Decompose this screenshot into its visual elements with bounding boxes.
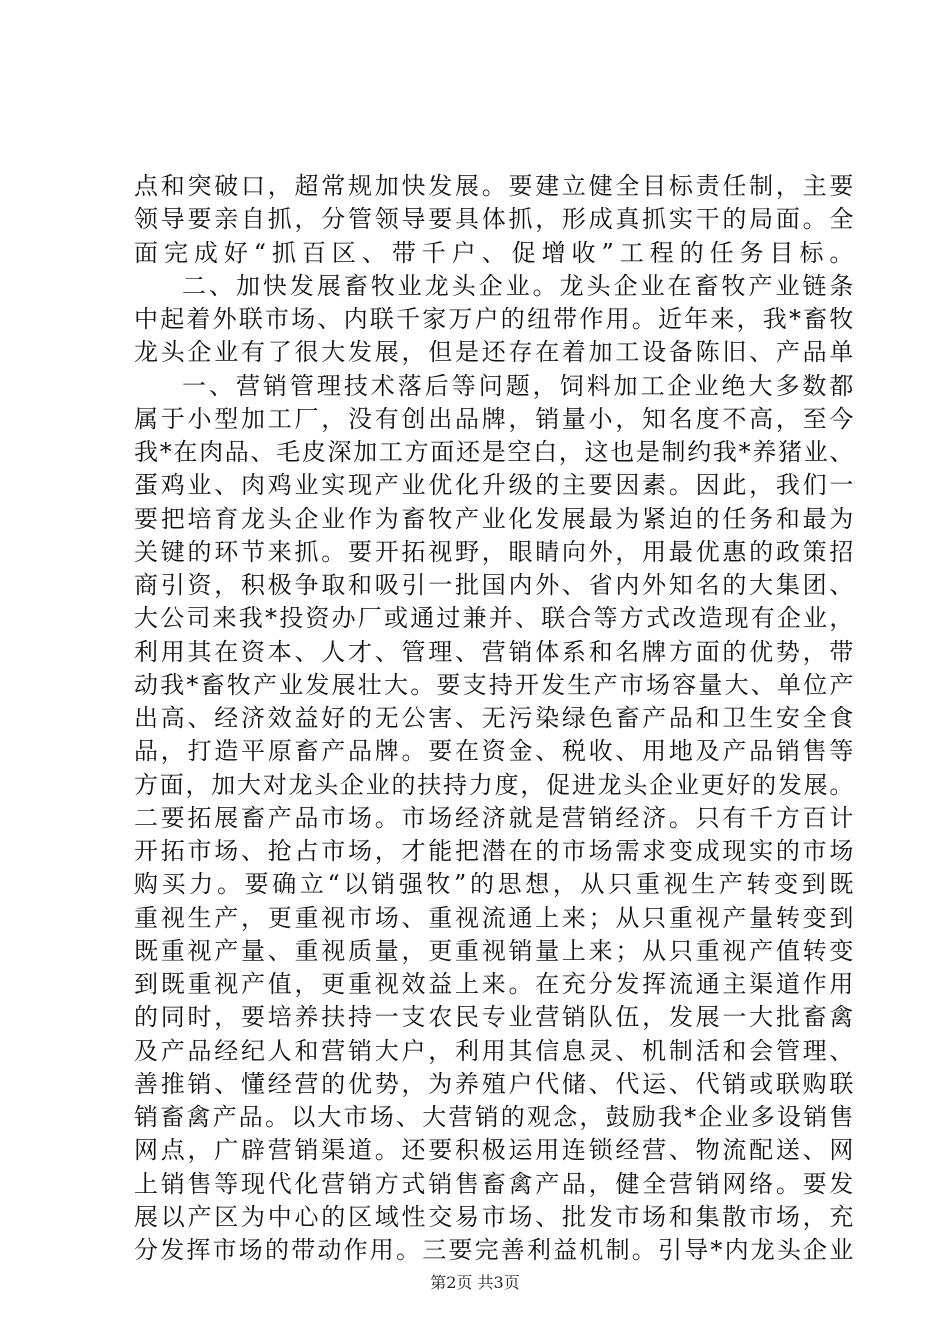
text-line: 属于小型加工厂，没有创出品牌，销量小，知名度不高，至今 bbox=[134, 404, 857, 433]
text-line: 开拓市场、抢占市场，才能把潜在的市场需求变成现实的市场 bbox=[134, 837, 857, 865]
text-line: 我*在肉品、毛皮深加工方面还是空白，这也是制约我*养猪业、 bbox=[134, 438, 856, 466]
text-line: 领导要亲自抓，分管领导要具体抓，形成真抓实干的局面。全 bbox=[134, 205, 857, 234]
text-line: 销畜禽产品。以大市场、大营销的观念，鼓励我*企业多设销售 bbox=[134, 1103, 856, 1131]
text-line: 关键的环节来抓。要开拓视野，眼睛向外，用最优惠的政策招 bbox=[134, 537, 857, 566]
text-line: 分发挥市场的带动作用。三要完善利益机制。引导*内龙头企业 bbox=[134, 1236, 856, 1264]
body-text bbox=[134, 170, 860, 1267]
text-line: 商引资，积极争取和吸引一批国内外、省内外知名的大集团、 bbox=[134, 571, 857, 599]
text-line: 到既重视产值，更重视效益上来。在充分发挥流通主渠道作用 bbox=[134, 970, 857, 998]
text-line: 上销售等现代化营销方式销售畜禽产品，健全营销网络。要发 bbox=[134, 1169, 857, 1198]
text-line: 网点，广辟营销渠道。还要积极运用连锁经营、物流配送、网 bbox=[134, 1136, 857, 1165]
text-line: 购买力。要确立“以销强牧”的思想，从只重视生产转变到既 bbox=[134, 870, 858, 899]
text-line: 二要拓展畜产品市场。市场经济就是营销经济。只有千方百计 bbox=[134, 803, 857, 832]
text-line: 二、加快发展畜牧业龙头企业。龙头企业在畜牧产业链条 bbox=[182, 271, 857, 300]
text-line: 大公司来我*投资办厂或通过兼并、联合等方式改造现有企业， bbox=[134, 604, 856, 633]
text-line: 蛋鸡业、肉鸡业实现产业优化升级的主要因素。因此，我们一 bbox=[134, 471, 857, 500]
text-line: 出高、经济效益好的无公害、无污染绿色畜产品和卫生安全食 bbox=[134, 704, 857, 732]
text-line: 利用其在资本、人才、管理、营销体系和名牌方面的优势，带 bbox=[134, 637, 857, 666]
text-line: 重视生产，更重视市场、重视流通上来；从只重视产量转变到 bbox=[134, 903, 857, 932]
text-line: 及产品经纪人和营销大户，利用其信息灵、机制活和会管理、 bbox=[134, 1036, 857, 1065]
text-line: 点和突破口，超常规加快发展。要建立健全目标责任制，主要 bbox=[134, 172, 857, 200]
text-line: 品，打造平原畜产品牌。要在资金、税收、用地及产品销售等 bbox=[134, 737, 857, 766]
text-line: 展以产区为中心的区域性交易市场、批发市场和集散市场，充 bbox=[134, 1202, 857, 1231]
text-line: 中起着外联市场、内联千家万户的纽带作用。近年来，我*畜牧 bbox=[134, 305, 856, 333]
text-line: 龙头企业有了很大发展，但是还存在着加工设备陈旧、产品单 bbox=[134, 338, 857, 367]
text-line: 既重视产量、重视质量，更重视销量上来；从只重视产值转变 bbox=[134, 936, 857, 965]
text-line: 的同时，要培养扶持一支农民专业营销队伍，发展一大批畜禽 bbox=[134, 1003, 857, 1032]
text-line: 面完成好“抓百区、带千户、促增收”工程的任务目标。 bbox=[134, 238, 860, 267]
text-line: 要把培育龙头企业作为畜牧产业化发展最为紧迫的任务和最为 bbox=[134, 504, 857, 533]
text-line: 善推销、懂经营的优势，为养殖户代储、代运、代销或联购联 bbox=[134, 1069, 857, 1098]
text-line: 方面，加大对龙头企业的扶持力度，促进龙头企业更好的发展。 bbox=[134, 770, 856, 799]
text-line: 动我*畜牧产业发展壮大。要支持开发生产市场容量大、单位产 bbox=[134, 670, 856, 699]
page-footer: 第2页 共3页 bbox=[430, 1273, 520, 1292]
text-line: 一、营销管理技术落后等问题，饲料加工企业绝大多数都 bbox=[182, 371, 857, 400]
